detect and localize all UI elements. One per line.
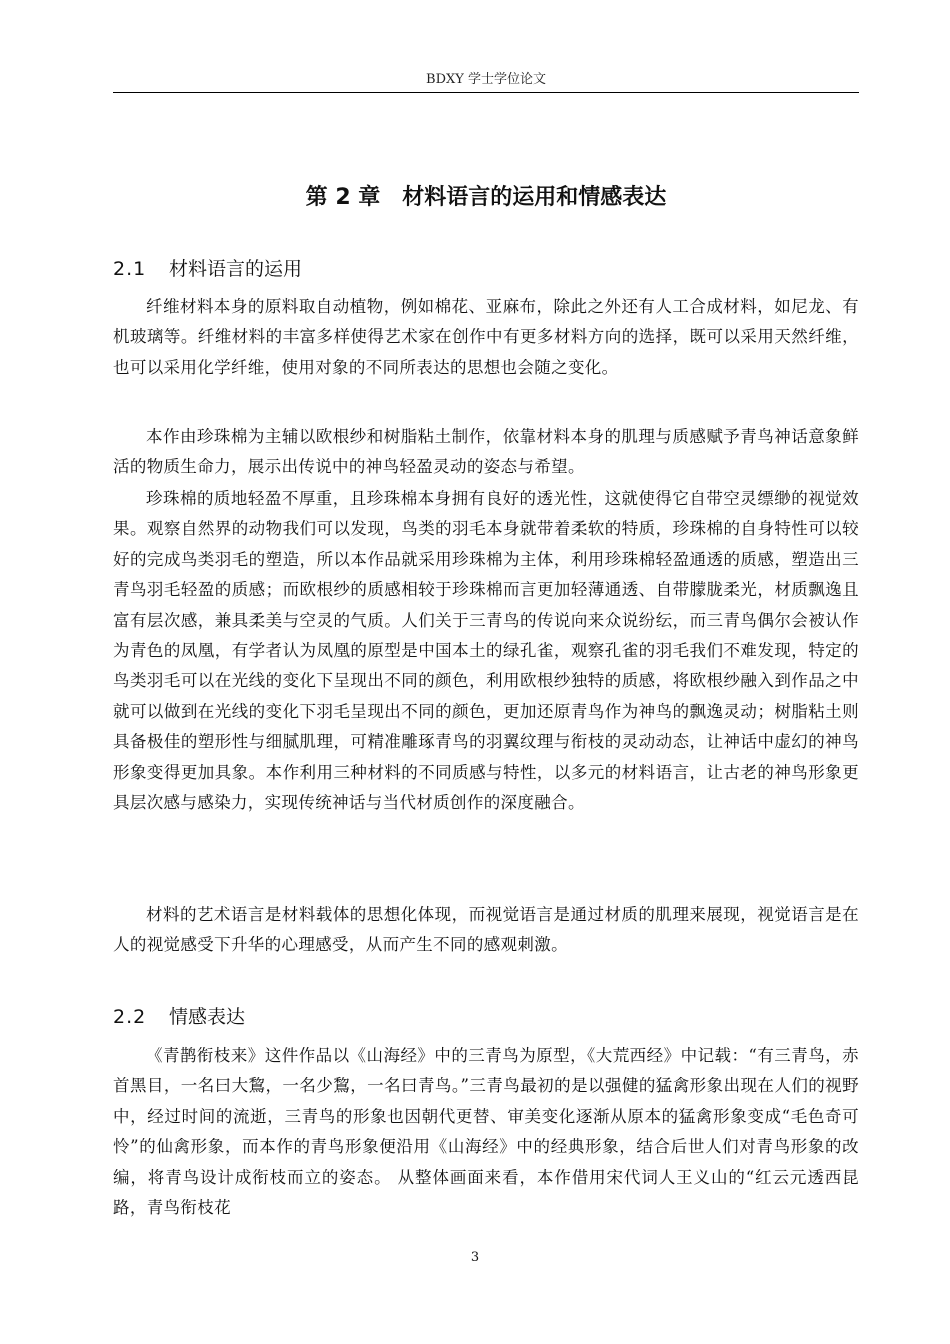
paragraph: 纤维材料本身的原料取自动植物，例如棉花、亚麻布，除此之外还有人工合成材料，如尼龙、有机玻璃等。纤维材料的丰富多样使得艺术家在创作中有更多材料方向的选择，既可以采用天然纤维，也可以采用化学纤维，使用对象的不同所表达的思想也会随之变化。 [113,297,859,377]
paragraph: 《青鹊衔枝来》这件作品以《山海经》中的三青鸟为原型，《大荒西经》中记载：“有三青鸟，赤首黑目，一名曰大鵹，一名少鵹，一名曰青鸟。”三青鸟最初的是以强健的猛禽形象出现在人们的视野中，经过时间的流逝，三青鸟的形象也因朝代更替、审美变化逐渐从原本的猛禽形象变成“毛色奇可怜”的仙禽形象，而本作的青鸟形象便沿用《山海经》中的经典形象，结合后世人们对青鸟形象的改编，将青鸟设计成衔枝而立的姿态。 从整体画面来看，本作借用宋代词人王义山的“红云元透西昆路，青鸟衔枝花 [113,1046,859,1218]
chapter-title: 第 2 章 材料语言的运用和情感表达 [305,185,667,210]
section-number: 2.1 [113,258,147,280]
section-heading-2-2 [113,1002,245,1029]
section-number: 2.2 [113,1006,147,1028]
header-rule [113,92,859,93]
paragraph: 本作由珍珠棉为主辅以欧根纱和树脂粘土制作，依靠材料本身的肌理与质感赋予青鸟神话意象鲜活的物质生命力，展示出传说中的神鸟轻盈灵动的姿态与希望。 [113,427,859,477]
running-header: BDXY 学士学位论文 [426,72,546,87]
page-number: 3 [470,1250,480,1265]
section-title: 情感表达 [169,1006,246,1028]
section-heading-2-1 [113,254,302,281]
section-title: 材料语言的运用 [169,258,303,280]
paragraph: 材料的艺术语言是材料载体的思想化体现，而视觉语言是通过材质的肌理来展现，视觉语言是在人的视觉感受下升华的心理感受，从而产生不同的感观刺激。 [113,905,859,955]
paragraph: 珍珠棉的质地轻盈不厚重，且珍珠棉本身拥有良好的透光性，这就使得它自带空灵缥缈的视觉效果。观察自然界的动物我们可以发现，鸟类的羽毛本身就带着柔软的特质，珍珠棉的自身特性可以较好的完成鸟类羽毛的塑造，所以本作品就采用珍珠棉为主体，利用珍珠棉轻盈通透的质感，塑造出三青鸟羽毛轻盈的质感；而欧根纱的质感相较于珍珠棉而言更加轻薄通透、自带朦胧柔光，材质飘逸且富有层次感，兼具柔美与空灵的气质。人们关于三青鸟的传说向来众说纷纭，而三青鸟偶尔会被认作为青色的凤凰，有学者认为凤凰的原型是中国本土的绿孔雀，观察孔雀的羽毛我们不难发现，特定的鸟类羽毛可以在光线的变化下呈现出不同的颜色，利用欧根纱独特的质感，将欧根纱融入到作品之中就可以做到在光线的变化下羽毛呈现出不同的颜色，更加还原青鸟作为神鸟的飘逸灵动；树脂粘土则具备极佳的塑形性与细腻肌理，可精准雕琢青鸟的羽翼纹理与衔枝的灵动动态，让神话中虚幻的神鸟形象变得更加具象。本作利用三种材料的不同质感与特性，以多元的材料语言，让古老的神鸟形象更具层次感与感染力，实现传统神话与当代材质创作的深度融合。 [113,489,859,813]
